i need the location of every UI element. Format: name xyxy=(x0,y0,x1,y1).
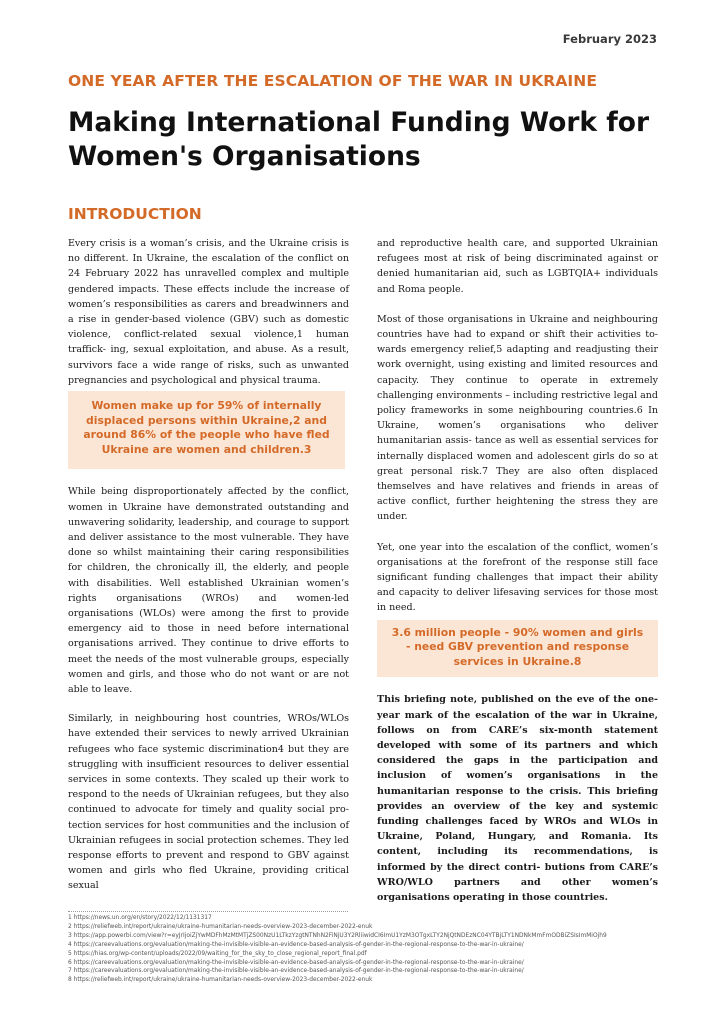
callout-idp-statistics: Women make up for 59% of internally displaced persons within Ukraine,2 and around 86% of the people who have fled Ukraine are women and children.3 xyxy=(68,391,345,469)
publication-date: February 2023 xyxy=(562,32,657,46)
footnote-divider xyxy=(68,911,348,912)
briefing-note-summary: This briefing note, published on the eve of the one-year mark of the escalation of the war in Ukraine, follows on from CARE’s six-month statement developed with some of its partners and which considered the gaps in the participation and inclusion of women’s organisations in the humanitarian response to the crisis. This briefing provides an overview of the key and systemic funding challenges faced by WROs and WLOs in Ukraine, Poland, Hungary, and Romania. Its content, including its recommendations, is informed by the direct contri- butions from CARE’s WRO/WLO partners and other women’s organisations operating in those countries. xyxy=(377,694,658,904)
footnotes xyxy=(68,914,668,985)
footnote-5[interactable]: 5 https://hias.org/wp-content/uploads/2022/09/waiting_for_the_sky_to_close_regional_report_final.pdf xyxy=(68,950,367,957)
callout-gbv-statistics: 3.6 million people - 90% women and girls - need GBV prevention and response services in Ukraine.8 xyxy=(377,620,658,678)
footnote-8[interactable]: 8 https://reliefweb.int/report/ukraine/ukraine-humanitarian-needs-overview-2023-december-2022-enuk xyxy=(68,977,373,984)
intro-paragraph-5: Most of those organisations in Ukraine and neighbouring countries have had to expand or shift their activities to- wards emergency relief,5 adapting and readjusting their work overnight, using existing and limited resources and capacity. They continue to operate in extremely challenging environments – including restrictive legal and policy frameworks in some neighbouring countries.6 In Ukraine, women’s organisations who deliver humanitarian assis- tance as well as essential services for internally displaced women and adolescent girls do so at great personal risk.7 They are also often displaced themselves and have relatives and friends in areas of active conflict, further heightening the stress they are under. xyxy=(377,313,658,523)
intro-paragraph-6: Yet, one year into the escalation of the conflict, women’s organisations at the forefront of the response still face significant funding challenges that impact their ability and capacity to deliver lifesaving services for those most in need. xyxy=(377,541,658,614)
footnote-6[interactable]: 6 https://careevaluations.org/evaluation/making-the-invisible-visible-an-evidence-based-analysis-of-gender-in-the-regional-response-to-the-war-in-ukraine/ xyxy=(68,959,524,966)
intro-paragraph-1: Every crisis is a woman’s crisis, and the Ukraine crisis is no different. In Ukraine, the escalation of the conflict on 24 February 2022 has unravelled complex and multiple gendered impacts. These effects include the increase of women’s responsibilities as carers and breadwinners and a rise in gender-based violence (GBV) such as domestic violence, conflict-related sexual violence,1 human traffick- ing, sexual exploitation, and abuse. As a result, survivors face a wide range of risks, such as unwanted pregnancies and psychological and physical trauma. xyxy=(68,238,349,386)
intro-paragraph-2: While being disproportionately affected by the conflict, women in Ukraine have demonstrated outstanding and unwavering solidarity, leadership, and courage to support and deliver assistance to the most vulnerable. They have done so whilst maintaining their caring responsibilities for children, the chronically ill, the elderly, and people with disabilities. Well established Ukrainian women’s rights organisations (WROs) and women-led organisations (WLOs) were among the first to provide emergency aid to those in need before international organisations arrived. They continue to drive efforts to meet the needs of the most vulnerable groups, especially women and girls, and those who do not want or are not able to leave. xyxy=(68,486,349,696)
intro-paragraph-3: Similarly, in neighbouring host countries, WROs/WLOs have extended their services to newly arrived Ukrainian refugees who face systemic discrimination4 but they are struggling with insufficient resources to deliver essential services in some contexts. They scaled up their work to respond to the needs of Ukrainian refugees, but they also continued to advocate for timely and quality social pro- tection services for host communities and the inclusion of Ukrainian refugees in social protection schemes. They led response efforts to prevent and respond to GBV against women and girls who fled Ukraine, providing critical sexual xyxy=(68,713,349,892)
section-heading-introduction: INTRODUCTION xyxy=(68,205,202,223)
footnote-2[interactable]: 2 https://reliefweb.int/report/ukraine/ukraine-humanitarian-needs-overview-2023-december-2022-enuk xyxy=(68,923,373,930)
left-column xyxy=(68,236,349,894)
right-column xyxy=(377,236,658,905)
footnote-1[interactable]: 1 https://news.un.org/en/story/2022/12/1131317 xyxy=(68,915,212,921)
footnote-3[interactable]: 3 https://app.powerbi.com/view?r=eyJrIjoiZjYwMDFhMzMtMTjZS00NzU1LTkzYzgtNTNhN2FiNjU3Y2RliiwidCI6ImU1YzM3OTgxLTY2NjQtNDEzNC04YTBjLTY1NDNkMmFmODBiZSIsImMiOjh9 xyxy=(68,932,607,939)
kicker-heading: ONE YEAR AFTER THE ESCALATION OF THE WAR IN UKRAINE xyxy=(68,72,598,90)
intro-paragraph-4: and reproductive health care, and supported Ukrainian refugees most at risk of being discriminated against or denied humanitarian aid, such as LGBTQIA+ individuals and Roma people. xyxy=(377,238,658,295)
page-title: Making International Funding Work for Women's Organisations xyxy=(68,107,650,172)
footnote-7[interactable]: 7 https://careevaluations.org/evaluation/making-the-invisible-visible-an-evidence-based-analysis-of-gender-in-the-regional-response-to-the-war-in-ukraine/ xyxy=(68,968,524,975)
footnote-4[interactable]: 4 https://careevaluations.org/evaluation/making-the-invisible-visible-an-evidence-based-analysis-of-gender-in-the-regional-response-to-the-war-in-ukraine/ xyxy=(68,941,524,948)
